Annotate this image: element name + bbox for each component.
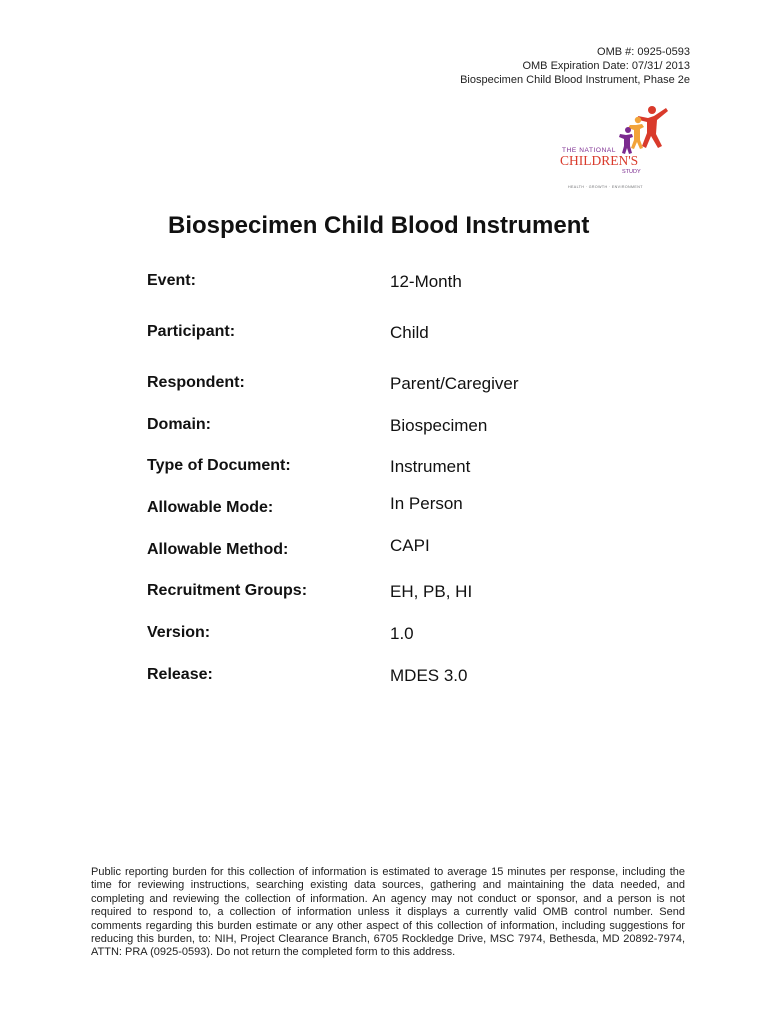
field-row-type-of-document bbox=[147, 457, 647, 481]
childrens-figures-icon bbox=[556, 104, 676, 190]
field-label: Allowable Mode: bbox=[147, 499, 274, 516]
logo-tagline: HEALTH · GROWTH · ENVIRONMENT bbox=[568, 185, 643, 189]
omb-expiration-date: OMB Expiration Date: 07/31/ 2013 bbox=[522, 60, 690, 72]
field-label: Participant: bbox=[147, 323, 236, 340]
field-row-participant bbox=[147, 323, 647, 347]
field-label: Allowable Method: bbox=[147, 541, 289, 558]
document-header bbox=[460, 45, 690, 87]
field-value: 1.0 bbox=[390, 624, 414, 643]
field-value: Biospecimen bbox=[390, 416, 488, 435]
document-title: Biospecimen Child Blood Instrument bbox=[168, 212, 590, 239]
field-row-version bbox=[147, 624, 647, 648]
field-row-event bbox=[147, 272, 647, 296]
field-label: Recruitment Groups: bbox=[147, 582, 308, 599]
field-row-recruitment-groups bbox=[147, 582, 647, 606]
field-label: Respondent: bbox=[147, 374, 245, 391]
document-reference: Biospecimen Child Blood Instrument, Phase 2e bbox=[460, 74, 690, 86]
field-value: MDES 3.0 bbox=[390, 666, 468, 685]
field-row-release bbox=[147, 666, 647, 690]
logo-line2: CHILDREN'S bbox=[560, 153, 639, 168]
national-childrens-study-logo bbox=[556, 104, 676, 190]
field-value: Child bbox=[390, 323, 429, 342]
logo-line1: THE NATIONAL bbox=[562, 147, 617, 154]
field-label: Version: bbox=[147, 624, 211, 641]
field-label: Event: bbox=[147, 272, 196, 289]
field-value: 12-Month bbox=[390, 272, 462, 291]
field-row-domain bbox=[147, 416, 647, 440]
omb-number: OMB #: 0925-0593 bbox=[597, 46, 690, 58]
field-value: CAPI bbox=[390, 536, 430, 555]
field-row-allowable-mode bbox=[147, 494, 647, 518]
field-label: Release: bbox=[147, 666, 213, 683]
logo-line3: STUDY bbox=[622, 169, 641, 175]
burden-disclaimer: Public reporting burden for this collection of information is estimated to average 15 minutes per response, including the time for reviewing instructions, searching existing data sources, gathering and maintaining the data needed, and completing and reviewing the collection of information. An agency may not conduct or sponsor, and a person is not required to respond to, a collection of information unless it displays a currently valid OMB control number. Send comments regarding this burden estimate or any other aspect of this collection of information, including suggestions for reducing this burden, to: NIH, Project Clearance Branch, 6705 Rockledge Drive, MSC 7974, Bethesda, MD 20892-7974, ATTN: PRA (0925-0593). Do not return the completed form to this address. bbox=[91, 866, 685, 959]
field-value: In Person bbox=[390, 494, 463, 513]
field-label: Domain: bbox=[147, 416, 211, 433]
field-row-respondent bbox=[147, 374, 647, 398]
field-row-allowable-method bbox=[147, 536, 647, 560]
field-value: Parent/Caregiver bbox=[390, 374, 519, 393]
field-value: EH, PB, HI bbox=[390, 582, 473, 601]
field-value: Instrument bbox=[390, 457, 471, 476]
field-label: Type of Document: bbox=[147, 457, 291, 474]
